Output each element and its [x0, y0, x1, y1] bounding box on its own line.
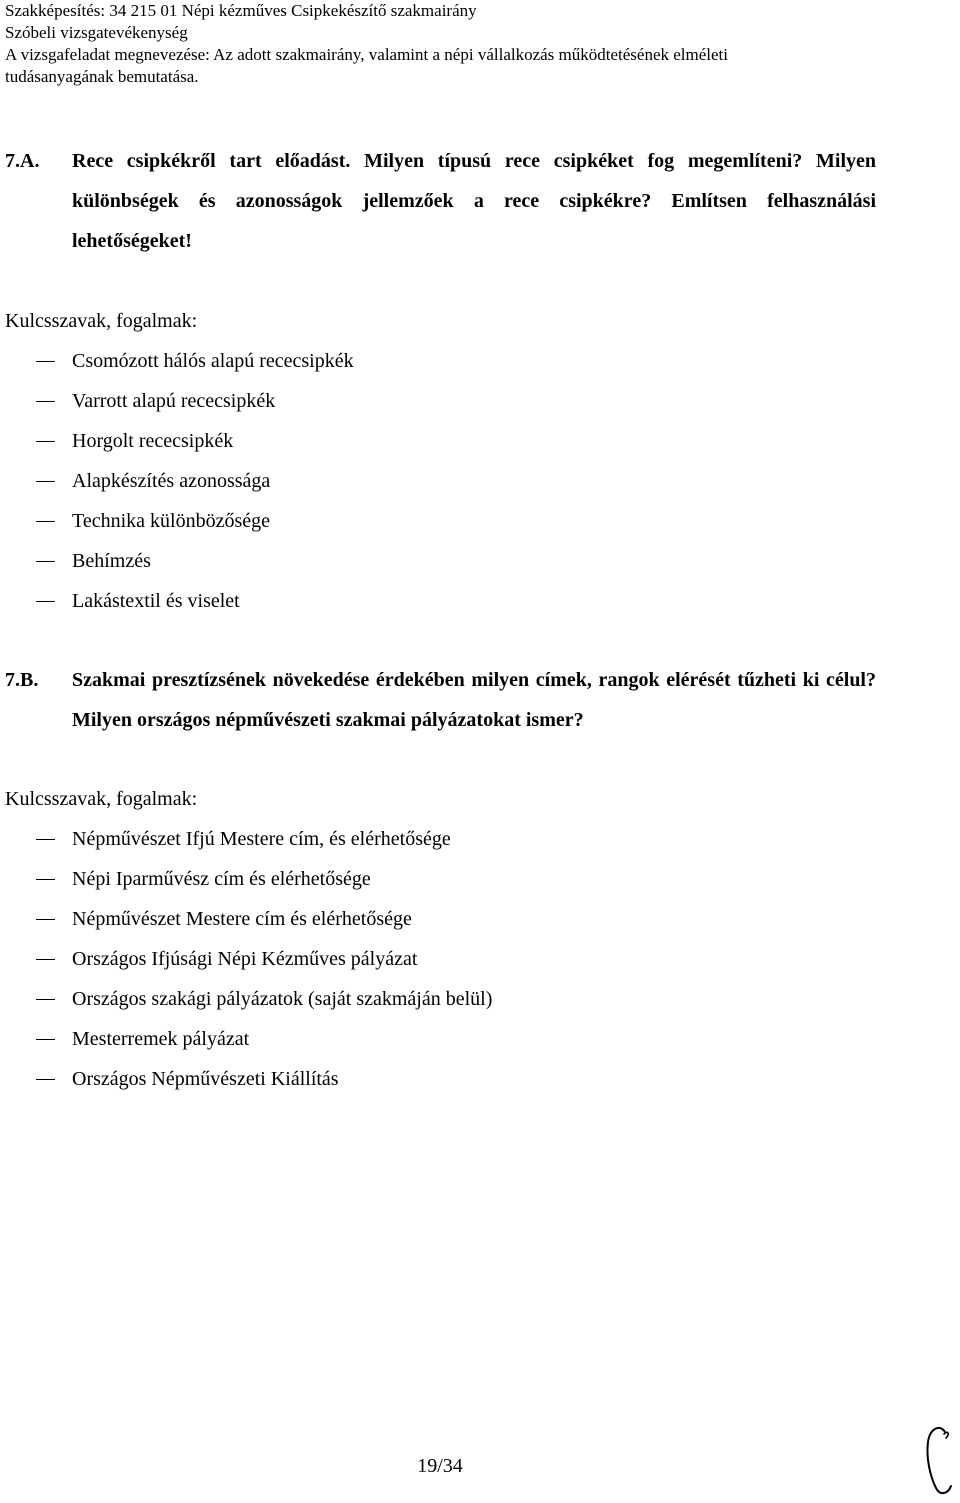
section-a-label: 7.A. — [5, 150, 40, 172]
section-a-keywords-title: Kulcsszavak, fogalmak: — [5, 310, 198, 332]
header-exam-type: Szóbeli vizsgatevékenység — [5, 23, 188, 42]
section-a-question: Rece csipkékről tart előadást. Milyen típusú rece csipkéket fog megemlíteni? Milyen különbségek és azonosságok jellemzőek a rece csipkékre? Említsen felhasználási lehetőségeket! — [72, 150, 876, 252]
dash-bullet-icon — [36, 361, 55, 362]
dash-bullet-icon — [36, 959, 55, 960]
page-header — [5, 0, 945, 88]
section-b-keywords-title: Kulcsszavak, fogalmak: — [5, 788, 198, 810]
header-task-name: A vizsgafeladat megnevezése: Az adott szakmairány, valamint a népi vállalkozás működtetésének elméleti — [5, 45, 729, 64]
header-task-name-continued: tudásanyagának bemutatása. — [5, 67, 199, 86]
signature-mark-icon — [918, 1420, 958, 1500]
dash-bullet-icon — [36, 999, 55, 1000]
page-number: 19/34 — [417, 1455, 463, 1477]
dash-bullet-icon — [36, 481, 55, 482]
dash-bullet-icon — [36, 521, 55, 522]
dash-bullet-icon — [36, 839, 55, 840]
section-b-label: 7.B. — [5, 669, 39, 691]
dash-bullet-icon — [36, 561, 55, 562]
dash-bullet-icon — [36, 919, 55, 920]
dash-bullet-icon — [36, 601, 55, 602]
dash-bullet-icon — [36, 441, 55, 442]
dash-bullet-icon — [36, 1039, 55, 1040]
dash-bullet-icon — [36, 879, 55, 880]
header-qualification: Szakképesítés: 34 215 01 Népi kézműves Csipkekészítő szakmairány — [5, 1, 477, 20]
dash-bullet-icon — [36, 401, 55, 402]
section-b-question: Szakmai presztízsének növekedése érdekében milyen címek, rangok elérését tűzheti ki célul? Milyen országos népművészeti szakmai pályázatokat ismer? — [72, 669, 876, 731]
dash-bullet-icon — [36, 1079, 55, 1080]
